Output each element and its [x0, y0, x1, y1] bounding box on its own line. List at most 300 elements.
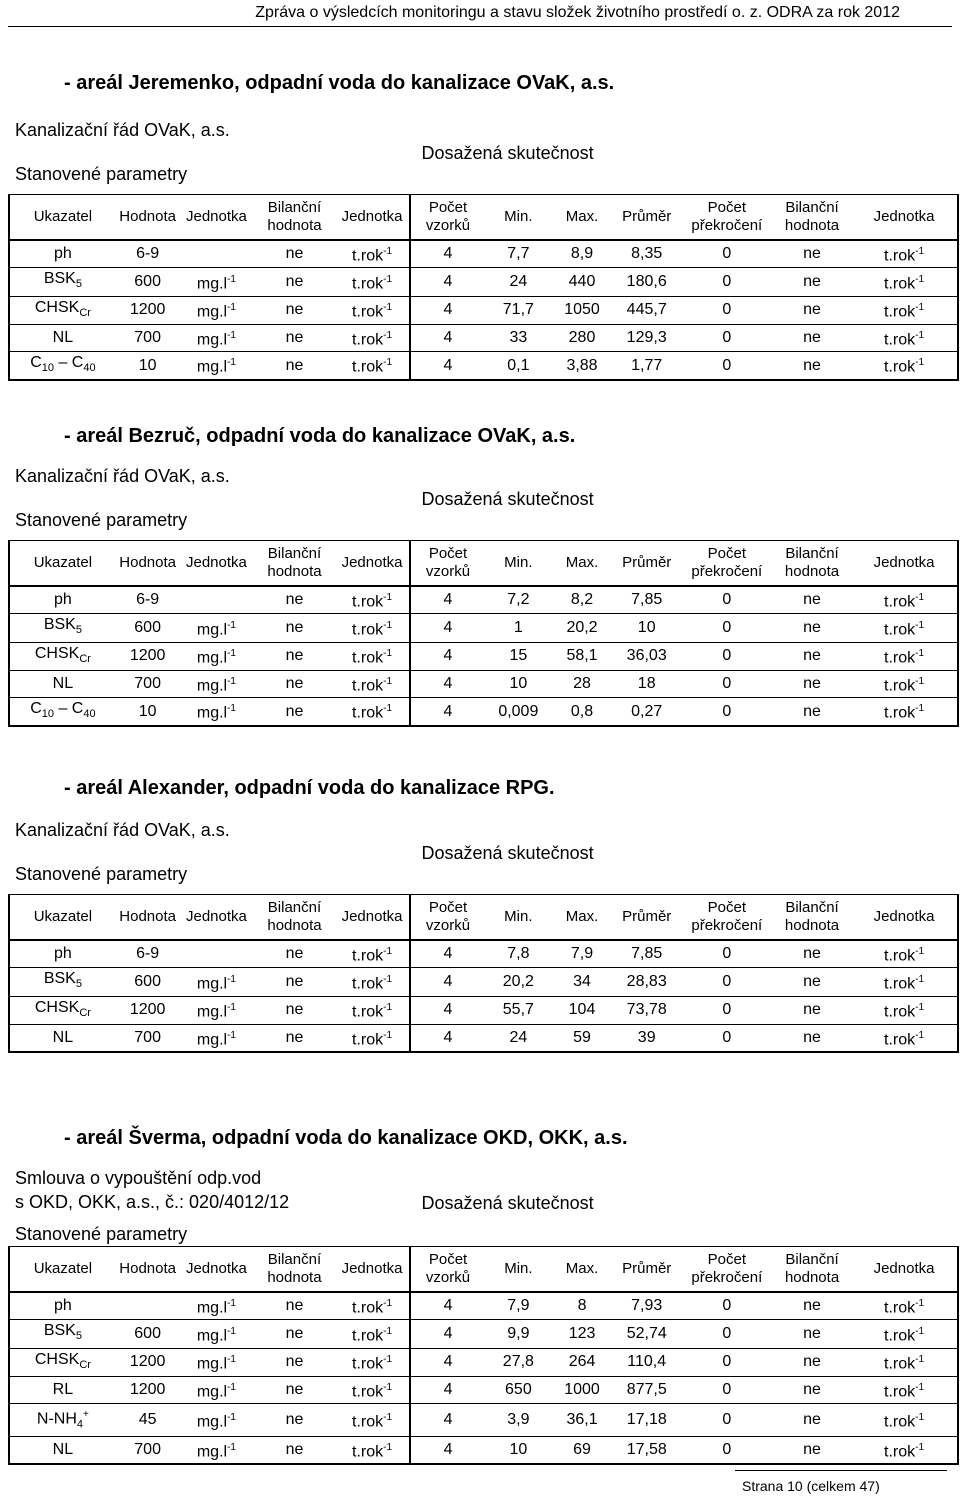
cell-hodnota: 700 [116, 324, 180, 351]
unit-text: t.rok [352, 947, 384, 965]
table-row [9, 268, 958, 296]
cell-hodnota: 700 [116, 670, 180, 697]
ukazatel-text: CHSK [34, 644, 80, 662]
cell-bilancni: ne [253, 586, 335, 614]
ukazatel-sub: Cr [79, 1006, 91, 1019]
unit-text: t.rok [884, 303, 916, 321]
ukazatel-text: RL [52, 1380, 74, 1398]
unit-exponent: -1 [383, 1001, 393, 1013]
unit-exponent: -1 [915, 1298, 925, 1309]
cell-pocet: 4 [410, 1376, 486, 1403]
column-header: Min. [485, 895, 551, 941]
cell-prumer: 445,7 [613, 296, 681, 324]
section-title: - areál Šverma, odpadní voda do kanalizace OKD, OKK, a.s. [64, 1127, 628, 1149]
cell-prumer: 877,5 [613, 1376, 681, 1403]
cell-prekroceni: 0 [681, 240, 773, 268]
cell-hodnota: 1200 [116, 1376, 180, 1403]
cell-bilancni: ne [253, 698, 335, 727]
cell-jednotka3 [851, 698, 958, 727]
cell-hodnota: 10 [116, 698, 180, 727]
column-header: Min. [486, 1247, 552, 1293]
cell-jednotka2 [336, 698, 410, 727]
cell-min: 24 [485, 268, 551, 296]
regulation-label: Kanalizační řád OVaK, a.s. [15, 466, 230, 486]
unit-text: mg.l [196, 649, 228, 667]
table-row [9, 240, 958, 268]
cell-jednotka [179, 586, 253, 614]
unit-text: t.rok [352, 677, 384, 695]
cell-max: 264 [551, 1348, 613, 1376]
cell-ukazatel [9, 1436, 116, 1464]
unit-text: t.rok [884, 621, 916, 639]
cell-min: 9,9 [486, 1320, 552, 1348]
cell-min: 27,8 [486, 1348, 552, 1376]
cell-bilancni: ne [253, 1376, 335, 1403]
column-header: Jednotka [851, 895, 958, 941]
cell-ukazatel [9, 1376, 116, 1403]
column-header: Jednotka [851, 1247, 958, 1293]
cell-jednotka [179, 1404, 253, 1437]
results-table [8, 112, 959, 381]
unit-exponent: -1 [227, 301, 236, 313]
cell-jednotka2 [336, 1376, 410, 1403]
unit-text: mg.l [196, 621, 228, 639]
cell-jednotka [179, 1024, 253, 1052]
cell-bilancni: ne [253, 968, 335, 996]
table-row [9, 586, 958, 614]
unit-text: t.rok [884, 1299, 916, 1317]
unit-text: mg.l [196, 704, 228, 722]
unit-exponent: -1 [915, 946, 925, 957]
unit-text: t.rok [884, 593, 916, 611]
cell-bilancni2: ne [773, 698, 851, 727]
cell-max: 440 [551, 268, 613, 296]
unit-exponent: -1 [915, 675, 925, 687]
results-table [8, 812, 959, 1053]
cell-bilancni: ne [253, 1436, 335, 1464]
table-row [9, 940, 958, 968]
cell-max: 1050 [551, 296, 613, 324]
cell-bilancni2: ne [773, 240, 851, 268]
cell-max: 8,2 [551, 586, 613, 614]
unit-exponent: -1 [227, 357, 236, 369]
unit-text: mg.l [196, 1383, 228, 1401]
cell-pocet: 4 [410, 1024, 486, 1052]
cell-ukazatel [9, 1348, 116, 1376]
unit-text: t.rok [884, 1383, 916, 1401]
cell-prumer: 28,83 [613, 968, 681, 996]
cell-prumer: 8,35 [613, 240, 681, 268]
cell-jednotka [179, 1436, 253, 1464]
cell-min: 10 [486, 1436, 552, 1464]
cell-bilancni2: ne [773, 268, 851, 296]
cell-hodnota: 45 [116, 1404, 180, 1437]
unit-text: t.rok [884, 247, 916, 265]
ukazatel-text: NL [52, 1440, 74, 1458]
regulation-label-2: s OKD, OKK, a.s., č.: 020/4012/12 [15, 1192, 290, 1212]
cell-jednotka3 [851, 1436, 958, 1464]
cell-ukazatel [9, 642, 116, 670]
table-row [9, 296, 958, 324]
unit-text: t.rok [884, 1327, 916, 1345]
regulation-label: Kanalizační řád OVaK, a.s. [15, 820, 230, 840]
column-header: Ukazatel [9, 1247, 116, 1293]
unit-text: t.rok [352, 975, 384, 993]
cell-prumer: 1,77 [613, 352, 681, 381]
unit-text: mg.l [196, 303, 228, 321]
stanovene-label: Stanovené parametry [15, 510, 188, 530]
cell-jednotka3 [851, 586, 958, 614]
unit-exponent: -1 [383, 973, 393, 985]
cell-pocet: 4 [410, 268, 486, 296]
cell-ukazatel [9, 1024, 116, 1052]
table-row [9, 324, 958, 351]
column-header: Bilanční hodnota [253, 195, 335, 241]
dosazena-header [410, 458, 959, 541]
cell-jednotka3 [851, 1024, 958, 1052]
unit-text: t.rok [884, 1003, 916, 1021]
unit-exponent: -1 [915, 973, 925, 985]
unit-exponent: -1 [383, 647, 393, 659]
unit-text: t.rok [884, 649, 916, 667]
unit-exponent: -1 [915, 301, 925, 313]
unit-text: mg.l [196, 677, 228, 695]
cell-min: 1 [485, 614, 551, 642]
ukazatel-text: BSK [43, 616, 76, 634]
cell-prumer: 110,4 [613, 1348, 681, 1376]
unit-exponent: -1 [383, 1441, 393, 1453]
unit-text: t.rok [352, 1299, 384, 1317]
unit-text: mg.l [196, 331, 228, 349]
unit-exponent: -1 [383, 1298, 393, 1309]
unit-exponent: -1 [383, 246, 393, 257]
stanovene-parametry-header [9, 812, 410, 895]
cell-jednotka2 [336, 940, 410, 968]
unit-exponent: -1 [227, 1441, 236, 1453]
cell-min: 0,009 [485, 698, 551, 727]
header-rule [8, 26, 952, 27]
ukazatel-text: BSK [43, 270, 76, 288]
cell-hodnota: 1200 [116, 996, 180, 1024]
unit-exponent: -1 [227, 619, 236, 631]
unit-text: t.rok [884, 1442, 916, 1460]
cell-pocet: 4 [410, 940, 486, 968]
cell-hodnota: 700 [116, 1024, 180, 1052]
cell-max: 59 [551, 1024, 613, 1052]
cell-prekroceni: 0 [681, 1348, 773, 1376]
cell-jednotka3 [851, 324, 958, 351]
unit-text: t.rok [352, 331, 384, 349]
cell-min: 7,8 [485, 940, 551, 968]
stanovene-label: Stanovené parametry [15, 1224, 188, 1244]
column-header: Min. [485, 541, 551, 587]
unit-text: t.rok [352, 621, 384, 639]
cell-jednotka3 [851, 296, 958, 324]
cell-min: 650 [486, 1376, 552, 1403]
cell-ukazatel: $C_{10} - C_{40}$ [9, 352, 116, 381]
ukazatel-text: N-NH [36, 1410, 77, 1428]
unit-text: mg.l [196, 358, 228, 376]
cell-prumer: 39 [613, 1024, 681, 1052]
cell-max: 3,88 [551, 352, 613, 381]
unit-text: mg.l [196, 1327, 228, 1345]
unit-text: t.rok [352, 1355, 384, 1373]
cell-ukazatel [9, 940, 116, 968]
cell-pocet: 4 [410, 1436, 486, 1464]
cell-pocet: 4 [410, 324, 486, 351]
cell-prekroceni: 0 [681, 1024, 773, 1052]
cell-min: 0,1 [485, 352, 551, 381]
cell-jednotka [179, 968, 253, 996]
unit-exponent: -1 [915, 246, 925, 257]
cell-bilancni2: ne [773, 1436, 851, 1464]
unit-exponent: -1 [915, 703, 925, 715]
column-header: Počet vzorků [410, 541, 486, 587]
column-header: Max. [551, 1247, 613, 1293]
cell-max: 104 [551, 996, 613, 1024]
dosazena-label: Dosažená skutečnost [421, 842, 594, 863]
cell-jednotka [179, 296, 253, 324]
cell-jednotka [179, 642, 253, 670]
ukazatel-sub: Cr [79, 306, 91, 319]
cell-max: 34 [551, 968, 613, 996]
column-header: Hodnota [116, 195, 180, 241]
cell-hodnota: 10 [116, 352, 180, 381]
cell-jednotka [179, 614, 253, 642]
table-row [9, 1404, 958, 1437]
unit-exponent: -1 [383, 946, 393, 957]
unit-exponent: -1 [383, 675, 393, 687]
unit-text: t.rok [352, 358, 384, 376]
unit-exponent: -1 [227, 703, 236, 715]
cell-prumer: 36,03 [613, 642, 681, 670]
cell-bilancni: ne [253, 1404, 335, 1437]
cell-bilancni: ne [253, 614, 335, 642]
unit-exponent: -1 [915, 273, 925, 285]
unit-text: t.rok [884, 1412, 916, 1430]
column-header: Jednotka [851, 195, 958, 241]
column-header: Bilanční hodnota [773, 195, 851, 241]
ukazatel-sub: 5 [75, 1330, 82, 1343]
cell-prekroceni: 0 [681, 614, 773, 642]
cell-pocet: 4 [410, 1292, 486, 1320]
cell-jednotka3 [851, 352, 958, 381]
unit-exponent: -1 [915, 1325, 925, 1337]
column-header: Bilanční hodnota [253, 1247, 335, 1293]
unit-text: mg.l [196, 975, 228, 993]
ukazatel-text: ph [54, 245, 72, 263]
cell-min: 7,7 [485, 240, 551, 268]
column-header: Max. [551, 541, 613, 587]
column-header: Hodnota [116, 1247, 180, 1293]
unit-text: t.rok [352, 247, 384, 265]
cell-bilancni2: ne [773, 296, 851, 324]
cell-pocet: 4 [410, 1404, 486, 1437]
cell-jednotka [179, 940, 253, 968]
cell-bilancni: ne [253, 1024, 335, 1052]
cell-hodnota: 600 [116, 1320, 180, 1348]
column-header: Bilanční hodnota [773, 541, 851, 587]
column-header: Počet překročení [681, 541, 773, 587]
cell-bilancni2: ne [773, 1292, 851, 1320]
cell-jednotka [179, 1376, 253, 1403]
section-title: - areál Alexander, odpadní voda do kanalizace RPG. [64, 777, 555, 799]
cell-hodnota: 1200 [116, 296, 180, 324]
cell-max: 28 [551, 670, 613, 697]
cell-ukazatel [9, 240, 116, 268]
cell-jednotka2 [336, 1348, 410, 1376]
ukazatel-text: BSK [43, 970, 76, 988]
cell-min: 55,7 [485, 996, 551, 1024]
unit-exponent: -1 [915, 647, 925, 659]
table-row [9, 1376, 958, 1403]
cell-bilancni2: ne [773, 586, 851, 614]
cell-prumer: 0,27 [613, 698, 681, 727]
unit-exponent: -1 [915, 1441, 925, 1453]
unit-text: t.rok [352, 704, 384, 722]
unit-text: t.rok [352, 303, 384, 321]
dosazena-label: Dosažená skutečnost [421, 142, 594, 163]
column-header: Průměr [613, 195, 681, 241]
unit-text: t.rok [352, 275, 384, 293]
table-row [9, 1436, 958, 1464]
cell-bilancni: ne [253, 996, 335, 1024]
cell-jednotka [179, 670, 253, 697]
cell-jednotka3 [851, 1292, 958, 1320]
unit-text: t.rok [352, 1383, 384, 1401]
cell-jednotka2 [336, 268, 410, 296]
cell-jednotka3 [851, 268, 958, 296]
cell-jednotka2 [336, 1320, 410, 1348]
ukazatel-text: CHSK [34, 998, 80, 1016]
stanovene-parametry-header [9, 1160, 410, 1247]
cell-prekroceni: 0 [681, 1404, 773, 1437]
unit-exponent: -1 [915, 1353, 925, 1365]
cell-bilancni2: ne [773, 1404, 851, 1437]
column-header: Počet překročení [681, 195, 773, 241]
cell-bilancni2: ne [773, 1024, 851, 1052]
ukazatel-sub: 5 [75, 978, 82, 991]
cell-prumer: 17,18 [613, 1404, 681, 1437]
unit-exponent: -1 [383, 357, 393, 369]
cell-jednotka3 [851, 1320, 958, 1348]
cell-prumer: 52,74 [613, 1320, 681, 1348]
cell-pocet: 4 [410, 670, 486, 697]
cell-max: 36,1 [551, 1404, 613, 1437]
ukazatel-sub: 5 [75, 624, 82, 637]
cell-jednotka2 [336, 1024, 410, 1052]
unit-exponent: -1 [915, 1411, 925, 1423]
cell-jednotka3 [851, 670, 958, 697]
cell-min: 10 [485, 670, 551, 697]
unit-text: t.rok [884, 275, 916, 293]
ukazatel-sub: 4 [76, 1418, 84, 1431]
cell-bilancni2: ne [773, 996, 851, 1024]
unit-exponent: -1 [227, 1381, 236, 1393]
cell-prekroceni: 0 [681, 1436, 773, 1464]
cell-jednotka2 [336, 670, 410, 697]
cell-max: 58,1 [551, 642, 613, 670]
cell-hodnota: 1200 [116, 1348, 180, 1376]
unit-exponent: -1 [227, 1298, 236, 1309]
unit-text: t.rok [884, 677, 916, 695]
ukazatel-text: ph [54, 1297, 72, 1315]
table-row [9, 1292, 958, 1320]
unit-exponent: -1 [227, 1001, 236, 1013]
unit-text: t.rok [352, 1031, 384, 1049]
column-header: Bilanční hodnota [253, 895, 335, 941]
column-header: Max. [551, 895, 613, 941]
cell-bilancni: ne [253, 352, 335, 381]
column-header: Jednotka [851, 541, 958, 587]
cell-min: 71,7 [485, 296, 551, 324]
column-header: Počet překročení [681, 895, 773, 941]
unit-exponent: -1 [915, 1001, 925, 1013]
cell-jednotka3 [851, 642, 958, 670]
unit-exponent: -1 [915, 619, 925, 631]
cell-prekroceni: 0 [681, 352, 773, 381]
cell-jednotka [179, 1348, 253, 1376]
cell-jednotka3 [851, 240, 958, 268]
column-header: Jednotka [179, 541, 253, 587]
unit-exponent: -1 [383, 1325, 393, 1337]
cell-jednotka [179, 1320, 253, 1348]
cell-jednotka2 [336, 614, 410, 642]
column-header: Ukazatel [9, 895, 116, 941]
cell-pocet: 4 [410, 614, 486, 642]
column-header: Hodnota [116, 541, 180, 587]
cell-prumer: 10 [613, 614, 681, 642]
cell-pocet: 4 [410, 1320, 486, 1348]
cell-hodnota: 6-9 [116, 240, 180, 268]
cell-prekroceni: 0 [681, 1376, 773, 1403]
ukazatel-text: NL [52, 1028, 74, 1046]
unit-exponent: -1 [383, 1381, 393, 1393]
unit-exponent: -1 [383, 1353, 393, 1365]
dosazena-label: Dosažená skutečnost [421, 488, 594, 509]
table-row [9, 614, 958, 642]
cell-bilancni2: ne [773, 670, 851, 697]
column-header: Jednotka [336, 895, 410, 941]
cell-prumer: 129,3 [613, 324, 681, 351]
cell-jednotka [179, 996, 253, 1024]
cell-max: 8 [551, 1292, 613, 1320]
cell-ukazatel [9, 296, 116, 324]
unit-text: mg.l [196, 1299, 228, 1317]
dosazena-header [410, 812, 959, 895]
cell-bilancni: ne [253, 268, 335, 296]
cell-max: 69 [551, 1436, 613, 1464]
cell-prekroceni: 0 [681, 1320, 773, 1348]
cell-jednotka [179, 324, 253, 351]
cell-bilancni: ne [253, 240, 335, 268]
unit-exponent: -1 [227, 647, 236, 659]
cell-prumer: 17,58 [613, 1436, 681, 1464]
cell-prekroceni: 0 [681, 940, 773, 968]
unit-text: t.rok [352, 1412, 384, 1430]
page-header: Zpráva o výsledcích monitoringu a stavu složek životního prostředí o. z. ODRA za rok 2012 [255, 4, 900, 21]
column-header: Průměr [613, 895, 681, 941]
cell-prekroceni: 0 [681, 670, 773, 697]
column-header: Min. [485, 195, 551, 241]
cell-ukazatel [9, 968, 116, 996]
section-title: - areál Jeremenko, odpadní voda do kanalizace OVaK, a.s. [64, 72, 615, 94]
cell-min: 7,2 [485, 586, 551, 614]
cell-bilancni2: ne [773, 1376, 851, 1403]
cell-max: 123 [551, 1320, 613, 1348]
cell-jednotka3 [851, 1376, 958, 1403]
stanovene-label: Stanovené parametry [15, 164, 188, 184]
